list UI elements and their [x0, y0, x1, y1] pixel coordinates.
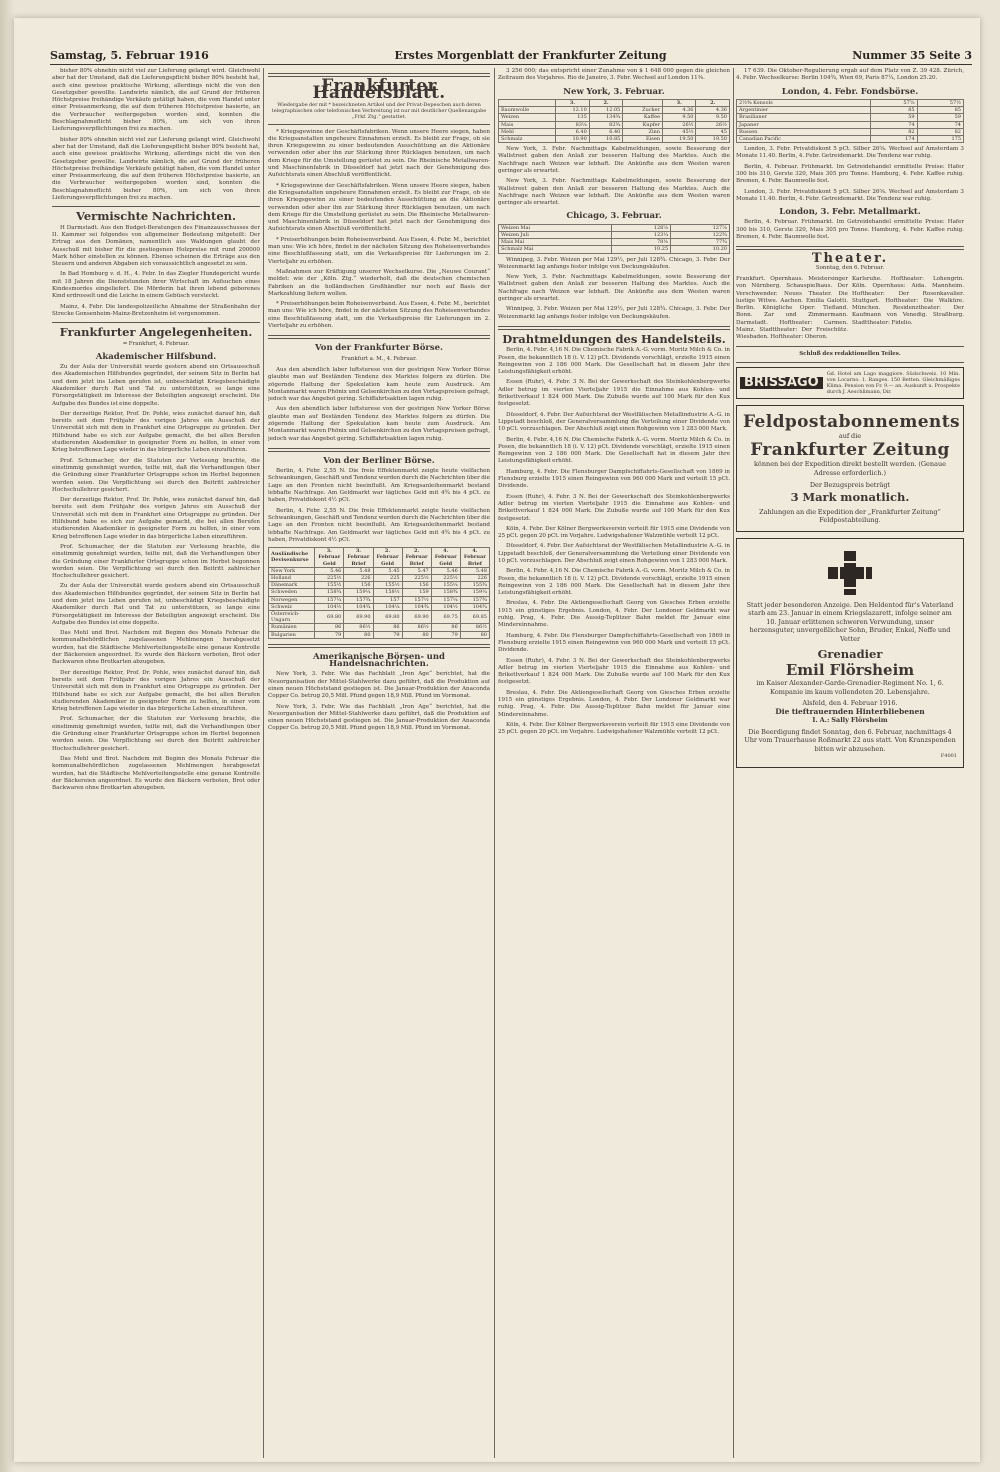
article-text: Mainz, 4. Febr. Die landespolizeiliche Abnahme der Straßenbahn der Strecke Gonsenheim-Mainz-Bretzenheim ist vorgenommen.	[52, 303, 260, 317]
table-cell: 85	[871, 107, 917, 114]
table-cell: 158¾	[431, 589, 460, 596]
table-cell: 155¼	[431, 582, 460, 589]
london-table	[736, 99, 964, 143]
table-cell: 2½% Konsols	[737, 99, 871, 106]
section-heading: Von der Berliner Börse.	[323, 455, 435, 466]
table-heading: New York, 3. Februar.	[563, 86, 665, 97]
table-cell: 157¼	[431, 596, 460, 603]
theater-date: Sonntag, den 6. Februar.	[815, 264, 885, 271]
article-text: New York, 3. Febr. Nachmittags Kabelmeldungen, sowie Besserung der Wallstreet gaben den Anlaß zur besseren Haltung des Marktes. Auch die Nachfrage nach Weizen war lebhaft. Die Ankünfte aus dem Westen waren geringer als erwartet.	[498, 178, 730, 207]
section-heading: Amerikanische Börsen- und Handelsnachrichten.	[313, 651, 445, 670]
table-cell: 104½	[315, 603, 344, 610]
table-cell: 104¼	[373, 603, 402, 610]
section-heading: Vermischte Nachrichten.	[75, 209, 237, 224]
column-1	[52, 68, 260, 1458]
table-row	[499, 128, 730, 135]
divider	[736, 246, 964, 250]
feldpost-paper-name: Frankfurter Zeitung	[750, 440, 950, 461]
table-cell: Canadian Pacific	[737, 135, 871, 142]
article-text: Breslau, 4. Febr. Die Aktiengesellschaft Georg von Giesches Erben erzielte 1915 ein günstiges Ergebnis. London, 4. Febr. Der Londoner Geldmarkt war ruhig. Prag, 4. Febr. Die Aussig-Teplitzer Bahn meldet für Januar eine Mindereinnahme.	[498, 689, 730, 718]
table-cell: 155½	[315, 582, 344, 589]
article-text: Essen (Ruhr), 4. Febr. 3 N. Bei der Gewerkschaft des Steinkohlenbergwerks Adler betrug im vierten Vierteljahr 1915 die Einnahme aus Kohlen- und Brikettverkauf 1 824 000 Mark. Die Zubuße wurde auf 100 Mark für den Kux festgesetzt.	[498, 657, 730, 686]
article-text: Der derzeitige Rektor, Prof. Dr. Pohle, wies zunächst darauf hin, daß bereits seit dem Frühjahr des vorigen Jahres ein Ausschuß der Universität sich mit dem in Frankfurt eine Ortsgruppe zu gründen. Der Hilfsbund habe es sich zur Aufgabe gemacht, die bei allen Berufen studierenden Akademiker in geeigneter Form zu helfen, in einer vom Krieg betroffenen Lage wieder in das bürgerliche Leben einzuführen.	[52, 410, 260, 454]
article-text: 3 256 000; das entspricht einer Zunahme von $ 1 648 000 gegen die gleichen Zeitraum des Vorjahres. Rio de Janeiro, 3. Febr. Wechsel auf London 11⅜.	[498, 68, 730, 82]
table-header-cell: 4. Februar Brief	[460, 548, 489, 568]
table-cell: 12.10	[556, 107, 589, 114]
table-header-cell: 4. Februar Geld	[431, 548, 460, 568]
death-rank: Grenadier	[817, 647, 883, 662]
table-row	[499, 121, 730, 128]
article-text: Prof. Schumacher, der die Statuten zur Verlesung brachte, die einstimmig genehmigt wurden, teilte mit, daß die Verhandlungen über die Gründung einer Frankfurter Ortsgruppe schon im Herbst begonnen worden seien. Die Verpflichtung sei durch den Beitritt zahlreicher Hochschullehrer gesichert.	[52, 543, 260, 580]
article-text: Berlin, 4. Febr. 4,16 N. Die Chemische Fabrik A.-G. vorm. Moritz Milch & Co. in Posen, die bekanntlich 18 (i. V. 12) pCt. Dividende vorschlägt, erzielte 1915 einen Reingewinn von 2 186 000 Mark. Die Gesellschaft hat in diesem Jahr ihre Leistungsfähigkeit erhöht.	[498, 436, 730, 465]
article-heading: Akademischer Hilfsbund.	[95, 351, 217, 362]
table-cell: 82	[917, 128, 963, 135]
table-cell: 80	[460, 631, 489, 638]
table-cell: 79	[315, 631, 344, 638]
table-cell: 159¼	[460, 589, 489, 596]
death-notice	[736, 538, 964, 768]
new-york-table	[498, 99, 730, 143]
table-cell: 69.80	[373, 610, 402, 623]
table-cell: 4.36	[696, 107, 730, 114]
death-intro: Statt jeder besonderen Anzeige. Den Heldentod für's Vaterland starb am 23. Januar in einem Kriegslazarett, infolge seiner am 10. Januar erlittenen schweren Verwundung, unser herzensguter, unvergeßlicher Sohn, Bruder, Enkel, Neffe und Vetter	[746, 600, 954, 643]
table-cell: 10.25	[612, 246, 671, 253]
feldpost-price-label: Der Bezugspreis beträgt	[809, 481, 891, 490]
table-header-cell: 2.	[696, 99, 730, 106]
table-cell: 174	[871, 135, 917, 142]
article-text: Prof. Schumacher, der die Statuten zur Verlesung brachte, die einstimmig genehmigt wurden, teilte mit, daß die Verhandlungen über die Gründung einer Frankfurter Ortsgruppe schon im Herbst begonnen worden seien. Die Verpflichtung sei durch den Beitritt zahlreicher Hochschullehrer gesichert.	[52, 457, 260, 493]
table-cell: 128⅝	[612, 224, 671, 231]
table-cell: 57⅝	[871, 99, 917, 106]
brissago-logo: BRISSAGO	[740, 377, 823, 388]
table-cell: 123¼	[612, 231, 671, 238]
table-header-cell: 2.	[589, 99, 623, 106]
table-cell: Schweden	[269, 589, 315, 596]
table-cell: 79	[431, 631, 460, 638]
table-cell: Holland	[269, 574, 315, 581]
feldpost-footer: Zahlungen an die Expedition der „Frankfurter Zeitung“ Feldpostabteilung.	[759, 507, 941, 525]
section-heading: Drahtmeldungen des Handelsteils.	[502, 331, 726, 346]
table-cell: Österreich-Ungarn	[269, 610, 315, 623]
table-heading: Chicago, 3. Februar.	[566, 211, 662, 222]
article-text: Essen (Ruhr), 4. Febr. 3 N. Bei der Gewerkschaft des Steinkohlenbergwerks Adler betrug im vierten Vierteljahr 1915 die Einnahme aus Kohlen- und Brikettverkauf 1 824 000 Mark. Die Zubuße wurde auf 100 Mark für den Kux festgesetzt.	[498, 493, 730, 522]
devisen-table	[268, 547, 490, 639]
table-row	[499, 107, 730, 114]
table-cell: 45½	[663, 128, 696, 135]
table-cell: 134¾	[589, 114, 623, 121]
masthead	[50, 44, 972, 65]
column-3	[498, 68, 730, 1458]
table-cell: 104¾	[460, 603, 489, 610]
table-row	[269, 567, 490, 574]
article-text: Winnipeg, 3. Febr. Weizen per Mai 129½, per Juli 128¾. Chicago, 3. Febr. Der Weizenmarkt lag anfangs fester infolge von Deckungskäufen.	[498, 306, 730, 320]
feldpost-text: können bei der Expedition direkt bestellt werden. (Genaue Adresse erforderlich.)	[753, 460, 947, 477]
column-2	[268, 68, 490, 1458]
table-cell: 225	[373, 574, 402, 581]
table-row	[269, 574, 490, 581]
feldpost-auf: auf die	[838, 431, 862, 440]
article-text: Berlin, 4. Februar. Frühmarkt. Im Getreidehandel ermittelte Preise: Hafer 300 bis 310, Gerste 320, Mais 305 pro Tonne. Hamburg, 4. Febr. Kaffee ruhig. Bremen, 4. Febr. Baumwolle fest.	[736, 219, 964, 241]
table-cell: Bulgarien	[269, 631, 315, 638]
table-cell: 158½	[373, 589, 402, 596]
table-cell: 104¾	[344, 603, 373, 610]
table-cell: 10.90	[556, 135, 589, 142]
table-row	[499, 246, 730, 253]
table-cell: 57½	[917, 99, 963, 106]
masthead-date: Samstag, 5. Februar 1916	[50, 49, 209, 62]
masthead-title: Erstes Morgenblatt der Frankfurter Zeitung	[394, 49, 667, 62]
theater-right: Karlsruhe. Hoftheater: Lohengrin. Köln. Opernhaus: Aida. Mannheim. Hoftheater: Der Rosenkavalier. Stuttgart. Hoftheater: Die Walküre. München. Residenztheater: Der Kaufmann von Venedig. Straßburg. Stadttheater: Fidelio.	[852, 275, 964, 326]
table-row	[269, 603, 490, 610]
ad-code: F4001	[940, 753, 957, 760]
table-cell: 80	[402, 631, 431, 638]
table-cell: 159	[402, 589, 431, 596]
article-text: bisher 80% ohnehin nicht viel zur Lieferung gelangt wird. Gleichwohl aber hat der Umstand, daß die Lieferungspflicht bisher 80% besteht hat, auch eine gewisse praktische Wirkung, allerdings nicht die von den Gesetzgeber gewollte. Landwirte nämlich, die auf Grund der früheren Höchstpreise freihändige Verkäufe getätigt haben, die vom Handel unter einer Preisanmerkung, die auf dem früheren Höchstpreise basierte, an die Verbraucher weitergegeben worden sind, konnten die Beschlagnahmeflicht bisher 80%, um sich von ihren Lieferungsverpflichtungen frei zu machen.	[52, 136, 260, 202]
table-row	[269, 610, 490, 623]
table-cell: 19.50	[696, 135, 730, 142]
divider	[268, 124, 490, 125]
theater-heading: Theater.	[811, 251, 889, 267]
table-header-cell	[623, 99, 663, 106]
table-cell: 86½	[344, 624, 373, 631]
table-cell: 82¾	[589, 121, 623, 128]
table-cell: 69.80	[315, 610, 344, 623]
article-text: * Kriegsgewinne der Geschäftsfabriken. Wenn unsere Heere siegen, haben die Kriegsanstalten ungeheure Einnahmen erzielt. Es bleibt zur Frage, ob sie ihren Kriegsgewinn zu einer bedeutenden Ausschüttung an die Aktionäre verwenden oder aber ihn zur Stärkung ihrer Rücklagen benutzen, um nach dem Kriege für die Umstellung gerüstet zu sein. Die Rheinische Metallwaren- und Maschinenfabrik in Düsseldorf hat jetzt nach der Genehmigung des Aufsichtsrats einen Abschluß veröffentlicht.	[268, 128, 490, 179]
article-text: H Darmstadt. Aus den Budget-Beratungen des Finanzausschusses der II. Kammer sei folgendes von allgemeiner Bedeutung mitgeteilt: Der Ertrag aus den Domänen, namentlich aus Waldungen glaubt der Ausschuß mit bisher für die gestiegenen Holzpreise mit rund 200000 Mark höher einstellen zu können. Ebenso scheinen die Erträge aus den Steuern und anderen Abgaben sich voraussichtlich angesetzt zu sein.	[52, 224, 260, 268]
article-text: Düsseldorf, 4. Febr. Der Aufsichtsrat der Westfälischen Metallindustrie A.-G. in Lippstadt beschloß, der Generalversammlung die Verteilung einer Dividende von 10 pCt. vorzuschlagen. Der Abschluß zeigt einen Rohgewinn von 1 283 000 Mark.	[498, 543, 730, 564]
table-cell: 82	[871, 128, 917, 135]
table-cell: 157¾	[344, 596, 373, 603]
table-cell: 5.48	[344, 567, 373, 574]
table-cell: 74	[917, 121, 963, 128]
table-cell: 135	[556, 114, 589, 121]
article-text: Aus den abendlich laber luftsturese von der gestrigen New Yorker Börse glaubte man auf Beständen Tendenz des Marktes folgern zu dürfen. Die zögernde Haltung der Spekulation kam heute zum Ausdruck. Am Montanmarkt waren Phönix und Gelsenkirchen zu den Vortagspreisen gefragt, jedoch war das Angebot gering. Schiffahrtsaktien lagen ruhig.	[268, 406, 490, 442]
dateline: = Frankfurt, 4. Februar.	[122, 340, 190, 347]
table-cell: 9.50	[663, 114, 696, 121]
column-4	[736, 68, 964, 1458]
article-text: Berlin, 4. Febr. 4,16 N. Die Chemische Fabrik A.-G. vorm. Moritz Milch & Co. in Posen, die bekanntlich 18 (i. V. 12) pCt. Dividende vorschlägt, erzielte 1915 einen Reingewinn von 2 186 000 Mark. Die Gesellschaft hat in diesem Jahr ihre Leistungsfähigkeit erhöht.	[498, 347, 730, 376]
table-cell: 9.50	[696, 114, 730, 121]
table-cell: Schmalz Mai	[499, 246, 612, 253]
article-text: New York, 3. Febr. Wie das Fachblatt „Iron Age“ berichtet, hat die Neuorganisation der Mittel-Stahlwerke dazu geführt, daß die Produktion auf einen neuen Höchststand gestiegen ist. Die Januar-Produktion der Anaconda Copper Co. betrug 20,5 Mill. Pfund gegen 18,9 Mill. Pfund im Vormonat.	[268, 703, 490, 732]
divider	[736, 346, 964, 347]
section-heading: Von der Frankfurter Börse.	[314, 343, 444, 354]
table-cell: Zucker	[623, 107, 663, 114]
death-mourners: Die tieftrauernden Hinterbliebenen	[775, 706, 925, 716]
table-header-cell: 3.	[556, 99, 589, 106]
article-text: Berlin, 4. Febr. 2,55 N. Die freie Effektenmarkt zeigte heute vielfachen Schwankungen, Geschäft und Tendenz wurden durch die Nachrichten über die Lage an den Fronten nicht beeinflußt. Am Kriegsanleihenmarkt bestand lebhafte Nachfrage. Am Geldmarkt war tägliches Geld mit 4¾ bis 4 pCt. zu haben, Privatdiskont 4½ pCt.	[268, 468, 490, 504]
table-cell: 5.48	[460, 567, 489, 574]
table-cell: 225½	[315, 574, 344, 581]
table-cell: 122¾	[671, 231, 730, 238]
article-text: Maßnahmen zur Kräftigung unserer Wechselkurse. Die „Neuwe Courant“ meldet: wie der „Köln. Ztg.“ wiederholt, daß die deutschen chemischen Fabriken an die holländischen Großhändler nur noch auf Basis der Markzahlung liefern wollen.	[268, 268, 490, 297]
table-row	[737, 121, 964, 128]
column-rule	[263, 68, 264, 1458]
table-cell: 77¾	[671, 239, 730, 246]
table-cell: Kupfer	[623, 121, 663, 128]
table-cell: 225½	[402, 574, 431, 581]
table-cell: 59	[871, 114, 917, 121]
article-text: * Preiserhöhungen beim Roheisenverband. Aus Essen, 4. Febr. M., berichtet man uns: Wie ich höre, findet in der nächsten Sitzung des Roheisenverbandes eine Beschlußfassung statt, um die Verkaufspreise für Lieferungen im 2. Vierteljahr zu erhöhen.	[268, 236, 490, 265]
table-row	[499, 224, 730, 231]
table-cell: 226	[344, 574, 373, 581]
handelsblatt-title: Frankfurter Handelsblatt.	[312, 76, 446, 104]
death-name: Emil Flörsheim	[785, 661, 915, 680]
article-text: * Preiserhöhungen beim Roheisenverband. Aus Essen, 4. Febr. M., berichtet man uns: Wie ich höre, findet in der nächsten Sitzung des Roheisenverbandes eine Beschlußfassung statt, um die Verkaufspreise für Lieferungen im 2. Vierteljahr zu erhöhen.	[268, 301, 490, 330]
article-text: bisher 80% ohnehin nicht viel zur Lieferung gelangt wird. Gleichwohl aber hat der Umstand, daß die Lieferungspflicht bisher 80% besteht hat, auch eine gewisse praktische Wirkung, allerdings nicht die von den Gesetzgeber gewollte. Landwirte nämlich, die auf Grund der früheren Höchstpreise freihändige Verkäufe getätigt haben, die vom Handel unter einer Preisanmerkung, die auf dem früheren Höchstpreise basierte, an die Verbraucher weitergegeben worden sind, konnten die Beschlagnahmeflicht bisher 80%, um sich von ihren Lieferungsverpflichtungen frei zu machen.	[52, 68, 260, 133]
table-cell: Argentinier	[737, 107, 871, 114]
article-text: Zu der Aula der Universität wurde gestern abend ein Ortsausschuß des Akademischen Hilfsbundes gegründet, der seinem Sitz in Berlin hat und dem jetzt ins Leben gerufen ist, unbeschädigt Kriegsbeschädigte Akademiker durch Rat und Tat zu unterstützen, so lange eine Fürsorgetätigkeit im Interesse der Beteiligten angezeigt erscheint. Die Aufgabe des Bundes ist eine doppelte.	[52, 583, 260, 626]
table-cell: 155¾	[460, 582, 489, 589]
feldpost-title: Feldpostabonnements	[743, 411, 960, 432]
column-rule	[494, 68, 495, 1458]
article-text: London, 3. Febr. Privatdiskont 5 pCt. Silber 26⅝. Wechsel auf Amsterdam 3 Monate 11.40. Berlin, 4. Febr. Getreidemarkt. Die Tendenz war ruhig.	[736, 146, 964, 160]
table-row	[499, 239, 730, 246]
table-cell: 69.90	[344, 610, 373, 623]
table-cell: Schmalz	[499, 135, 556, 142]
table-cell: Mais Mai	[499, 239, 612, 246]
table-cell: 6.40	[556, 128, 589, 135]
table-row	[737, 135, 964, 142]
article-text: New York, 3. Febr. Wie das Fachblatt „Iron Age“ berichtet, hat die Neuorganisation der Mittel-Stahlwerke dazu geführt, daß die Produktion auf einen neuen Höchststand gestiegen ist. Die Januar-Produktion der Anaconda Copper Co. betrug 20,5 Mill. Pfund gegen 18,9 Mill. Pfund im Vormonat.	[268, 671, 490, 700]
table-cell: 157	[373, 596, 402, 603]
table-row	[269, 624, 490, 631]
table-cell: Brasilianer	[737, 114, 871, 121]
table-header-cell: Ausländische Devisenkurse	[269, 548, 315, 568]
article-text: Zu der Aula der Universität wurde gestern abend ein Ortsausschuß des Akademischen Hilfsbundes gegründet, der seinem Sitz in Berlin hat und dem jetzt ins Leben gerufen ist, unbeschädigt Kriegsbeschädigte Akademiker durch Rat und Tat zu unterstützen, so lange eine Fürsorgetätigkeit im Interesse der Beteiligten angezeigt erscheint. Die Aufgabe des Bundes ist eine doppelte.	[52, 364, 260, 407]
table-cell: 83¼	[556, 121, 589, 128]
death-funeral: Die Beerdigung findet Sonntag, den 6. Februar, nachmittags 4 Uhr vom Trauerhause Roßmarkt 22 aus statt. Von Kranzspenden bitten wir abzusehen.	[744, 727, 956, 753]
table-cell: 104¾	[402, 603, 431, 610]
table-cell: 69.90	[402, 610, 431, 623]
article-text: Köln, 4. Febr. Der Kölner Bergwerksverein verteilt für 1915 eine Dividende von 25 pCt. gegen 20 pCt. im Vorjahre. Ludwigshafener Walzmühle verteilt 12 pCt.	[498, 525, 730, 540]
table-cell: 78⅜	[612, 239, 671, 246]
article-text: Köln, 4. Febr. Der Kölner Bergwerksverein verteilt für 1915 eine Dividende von 25 pCt. gegen 20 pCt. im Vorjahre. Ludwigshafener Walzmühle verteilt 12 pCt.	[498, 721, 730, 736]
death-place: Alsfeld, den 4. Februar 1916.	[802, 699, 898, 708]
table-cell: Weizen Mai	[499, 224, 612, 231]
table-row	[499, 114, 730, 121]
article-text: Essen (Ruhr), 4. Febr. 3 N. Bei der Gewerkschaft des Steinkohlenbergwerks Adler betrug im vierten Vierteljahr 1915 die Einnahme aus Kohlen- und Brikettverkauf 1 824 000 Mark. Die Zubuße wurde auf 100 Mark für den Kux festgesetzt.	[498, 379, 730, 408]
table-cell: Mehl	[499, 128, 556, 135]
article-text: In Bad Homburg v. d. H., 4. Febr. In das Ziegler Hundegericht wurde mit 18 Jahren die Dienststunden ihrer Wirtschaft im Aufsuchen eines Kindesmordes eingeliefert. Die Mörderin hat ihren lebend geborenes Kind erdrosselt und die Leiche in einem Gebüsch versteckt.	[52, 271, 260, 300]
table-row	[737, 114, 964, 121]
table-cell: 155½	[373, 582, 402, 589]
handelsblatt-notice: Wiedergabe der mit * bezeichneten Artikel und der Privat-Depeschen auch deren telegraphischen oder telefonischen Verbreitung ist nur mit deutlicher Quellenangabe „Frkf. Ztg.“ gestattet.	[271, 101, 487, 120]
table-cell: 157¾	[460, 596, 489, 603]
article-text: 17 639. Die Oktober-Regulierung ergab auf dem Platz von Z. 39 428. Zürich, 4. Febr. Wechselkurse: Berlin 104¾, Wien 69, Paris 87¼, London 25.20.	[736, 68, 964, 82]
article-text: * Kriegsgewinne der Geschäftsfabriken. Wenn unsere Heere siegen, haben die Kriegsanstalten ungeheure Einnahmen erzielt. Es bleibt zur Frage, ob sie ihren Kriegsgewinn zu einer bedeutenden Ausschüttung an die Aktionäre verwenden oder aber ihn zur Stärkung ihrer Rücklagen benutzen, um nach dem Kriege für die Umstellung gerüstet zu sein. Die Rheinische Metallwaren- und Maschinenfabrik in Düsseldorf hat jetzt nach der Genehmigung des Aufsichtsrats einen Abschluß veröffentlicht.	[268, 182, 490, 233]
table-header-cell: 3.	[663, 99, 696, 106]
editorial-end-note: Schluß des redaktionellen Teiles.	[799, 350, 901, 357]
table-cell: 5.47	[402, 567, 431, 574]
article-text: Düsseldorf, 4. Febr. Der Aufsichtsrat der Westfälischen Metallindustrie A.-G. in Lippstadt beschloß, der Generalversammlung die Verteilung einer Dividende von 10 pCt. vorzuschlagen. Der Abschluß zeigt einen Rohgewinn von 1 283 000 Mark.	[498, 411, 730, 433]
article-text: Hamburg, 4. Febr. Die Flensburger Dampfschiffahrts-Gesellschaft von 1869 in Flensburg erzielte 1915 einen Reingewinn von 960 000 Mark und verteilt 15 pCt. Dividende.	[498, 632, 730, 654]
table-cell: 10.20	[671, 246, 730, 253]
article-text: Der derzeitige Rektor, Prof. Dr. Pohle, wies zunächst darauf hin, daß bereits seit dem Frühjahr des vorigen Jahres ein Ausschuß der Universität sich mit dem in Frankfurt eine Ortsgruppe zu gründen. Der Hilfsbund habe es sich zur Aufgabe gemacht, die bei allen Berufen studierenden Akademiker in geeigneter Form zu helfen, in einer vom Krieg betroffenen Lage wieder in das bürgerliche Leben einzuführen.	[52, 669, 260, 713]
divider	[268, 335, 490, 339]
table-cell: 85	[917, 107, 963, 114]
table-cell: 26½	[663, 121, 696, 128]
table-cell: 86	[373, 624, 402, 631]
table-cell: 156	[402, 582, 431, 589]
table-cell: 69.85	[460, 610, 489, 623]
table-cell: Dänemark	[269, 582, 315, 589]
table-cell: 5.46	[431, 567, 460, 574]
feldpost-price: 3 Mark monatlich.	[790, 489, 910, 504]
table-cell: 175	[917, 135, 963, 142]
table-cell: 159¼	[344, 589, 373, 596]
table-cell: 4.36	[663, 107, 696, 114]
table-header-cell: 3. Februar Brief	[344, 548, 373, 568]
article-text: Berlin, 4. Febr. 2,55 N. Die freie Effektenmarkt zeigte heute vielfachen Schwankungen, Geschäft und Tendenz wurden durch die Nachrichten über die Lage an den Fronten nicht beeinflußt. Am Kriegsanleihenmarkt bestand lebhafte Nachfrage. Am Geldmarkt war tägliches Geld mit 4¾ bis 4 pCt. zu haben, Privatdiskont 4½ pCt.	[268, 507, 490, 543]
table-header-cell	[499, 99, 556, 106]
article-text: Das Mehl und Brot. Nachdem mit Beginn des Monats Februar die kommunalbehördlichen zugelassenen Mehlmengen herabgesetzt wurden, hat die Städtische Mehlverteilungsstelle eine genaue Kontrolle der Bäckereien angeordnet. Es wurde den Bäckern verboten, Brot oder Backwaren ohne Brotkarten abzugeben.	[52, 755, 260, 792]
table-row	[737, 107, 964, 114]
table-cell: Norwegen	[269, 596, 315, 603]
table-cell: Russen	[737, 128, 871, 135]
iron-cross-icon	[828, 551, 872, 595]
table-cell: 26½	[696, 121, 730, 128]
article-text: Breslau, 4. Febr. Die Aktiengesellschaft Georg von Giesches Erben erzielte 1915 ein günstiges Ergebnis. London, 4. Febr. Der Londoner Geldmarkt war ruhig. Prag, 4. Febr. Die Aussig-Teplitzer Bahn meldet für Januar eine Mindereinnahme.	[498, 600, 730, 629]
article-text: Winnipeg, 3. Febr. Weizen per Mai 129½, per Juli 128¾. Chicago, 3. Febr. Der Weizenmarkt lag anfangs fester infolge von Deckungskäufen.	[498, 256, 730, 270]
table-cell: Zinn	[623, 128, 663, 135]
table-cell: 59	[917, 114, 963, 121]
table-cell: 69.75	[431, 610, 460, 623]
article-text: Hamburg, 4. Febr. Die Flensburger Dampfschiffahrts-Gesellschaft von 1869 in Flensburg erzielte 1915 einen Reingewinn von 960 000 Mark und verteilt 15 pCt. Dividende.	[498, 468, 730, 490]
divider	[52, 206, 260, 207]
table-cell: Weizen	[499, 114, 556, 121]
table-cell: 86	[431, 624, 460, 631]
table-row	[499, 231, 730, 238]
table-row	[269, 596, 490, 603]
table-cell: Rumänien	[269, 624, 315, 631]
table-header-cell: 2. Februar Geld	[373, 548, 402, 568]
table-header-cell: 3. Februar Geld	[315, 548, 344, 568]
table-cell: 157¼	[315, 596, 344, 603]
table-cell: 86	[315, 624, 344, 631]
article-text: Prof. Schumacher, der die Statuten zur Verlesung brachte, die einstimmig genehmigt wurden, teilte mit, daß die Verhandlungen über die Gründung einer Frankfurter Ortsgruppe schon im Herbst begonnen worden seien. Die Verpflichtung sei durch den Beitritt zahlreicher Hochschullehrer gesichert.	[52, 716, 260, 752]
table-cell: 12.05	[589, 107, 623, 114]
table-cell: 86½	[402, 624, 431, 631]
divider	[52, 322, 260, 323]
chicago-table	[498, 224, 730, 254]
table-cell: 45	[696, 128, 730, 135]
table-cell: 127⅞	[671, 224, 730, 231]
table-cell: Schweiz	[269, 603, 315, 610]
table-cell: 158¾	[315, 589, 344, 596]
article-text: Aus den abendlich laber luftsturese von der gestrigen New Yorker Börse glaubte man auf Beständen Tendenz des Marktes folgern zu dürfen. Die zögernde Haltung der Spekulation kam heute zum Ausdruck. Am Montanmarkt waren Phönix und Gelsenkirchen zu den Vortagspreisen gefragt, jedoch war das Angebot gering. Schiffahrtsaktien lagen ruhig.	[268, 366, 490, 403]
dateline: Frankfurt a. M., 4. Februar.	[341, 355, 417, 362]
table-cell: 86½	[460, 624, 489, 631]
article-text: Der derzeitige Rektor, Prof. Dr. Pohle, wies zunächst darauf hin, daß bereits seit dem Frühjahr des vorigen Jahres ein Ausschuß der Universität sich mit dem in Frankfurt eine Ortsgruppe zu gründen. Der Hilfsbund habe es sich zur Aufgabe gemacht, die bei allen Berufen studierenden Akademiker in geeigneter Form zu helfen, in einer vom Krieg betroffenen Lage wieder in das bürgerliche Leben einzuführen.	[52, 497, 260, 540]
table-heading: London, 4. Febr. Fondsbörse.	[781, 86, 919, 97]
table-cell: 157½	[402, 596, 431, 603]
table-cell: 104½	[431, 603, 460, 610]
table-cell: 10.85	[589, 135, 623, 142]
article-text: New York, 3. Febr. Nachmittags Kabelmeldungen, sowie Besserung der Wallstreet gaben den Anlaß zur besseren Haltung des Marktes. Auch die Nachfrage nach Weizen war lebhaft. Die Ankünfte aus dem Westen waren geringer als erwartet.	[498, 146, 730, 174]
table-cell: New York	[269, 567, 315, 574]
theater-left: Frankfurt. Opernhaus. Meistersinger von Nürnberg. Schauspielhaus. Der Verschwender. Neues Theater. Die lustige Witwe. Aachen. Emilia Galotti. Berlin. Königliche Oper: Tiefland. Bonn. Zar und Zimmermann. Darmstadt. Hoftheater: Carmen. Mainz. Stadttheater: Der Freischütz. Wiesbaden. Hoftheater: Oberon.	[736, 275, 848, 341]
page-gutter	[0, 0, 14, 1472]
table-cell: Japaner	[737, 121, 871, 128]
article-text: New York, 3. Febr. Nachmittags Kabelmeldungen, sowie Besserung der Wallstreet gaben den Anlaß zur besseren Haltung des Marktes. Auch die Nachfrage nach Weizen war lebhaft. Die Ankünfte aus dem Westen waren geringer als erwartet.	[498, 274, 730, 303]
table-cell: 225½	[431, 574, 460, 581]
table-cell: 19.50	[663, 135, 696, 142]
table-row	[499, 135, 730, 142]
article-text: Das Mehl und Brot. Nachdem mit Beginn des Monats Februar die kommunalbehördlichen zugelassenen Mehlmengen herabgesetzt wurden, hat die Städtische Mehlverteilungsstelle eine genaue Kontrolle der Bäckereien angeordnet. Es wurde den Bäckern verboten, Brot oder Backwaren ohne Brotkarten abzugeben.	[52, 630, 260, 666]
table-heading: London, 3. Febr. Metallmarkt.	[779, 207, 921, 218]
table-cell: 5.46	[315, 567, 344, 574]
death-signed: I. A.: Sally Flörsheim	[812, 716, 888, 725]
brissago-ad	[736, 367, 964, 399]
table-row	[269, 631, 490, 638]
table-cell: 226	[460, 574, 489, 581]
divider	[268, 644, 490, 648]
table-cell: Weizen Juli	[499, 231, 612, 238]
feldpost-ad	[736, 405, 964, 532]
table-cell: Eisen	[623, 135, 663, 142]
table-cell: 5.45	[373, 567, 402, 574]
table-cell: 74	[871, 121, 917, 128]
table-cell: 79	[373, 631, 402, 638]
article-text: Berlin, 4. Februar. Frühmarkt. Im Getreidehandel ermittelte Preise: Hafer 300 bis 310, Gerste 320, Mais 305 pro Tonne. Hamburg, 4. Febr. Kaffee ruhig. Bremen, 4. Febr. Baumwolle fest.	[736, 163, 964, 185]
table-cell: 156	[344, 582, 373, 589]
table-cell: Baumwolle	[499, 107, 556, 114]
masthead-page: Nummer 35 Seite 3	[852, 49, 972, 62]
table-header-cell: 2. Februar Brief	[402, 548, 431, 568]
table-row	[737, 99, 964, 106]
table-cell: 80	[344, 631, 373, 638]
section-heading: Frankfurter Angelegenheiten.	[59, 325, 253, 340]
article-text: London, 3. Febr. Privatdiskont 5 pCt. Silber 26⅝. Wechsel auf Amsterdam 3 Monate 11.40. Berlin, 4. Febr. Getreidemarkt. Die Tendenz war ruhig.	[736, 188, 964, 202]
brissago-text: Gd. Hotel am Lago maggiore. Südschweiz. 10 Min. von Locarno. 1. Ranges. 150 Betten. Gleichmäßiges Klima. Pension von Fr. 9.— an. Auskunft u. Prospekte durch J. Aeschlimann, Dir.	[826, 370, 960, 395]
column-rule	[733, 68, 734, 1458]
table-row	[737, 128, 964, 135]
death-unit: im Kaiser Alexander-Garde-Grenadier-Regiment No. 1, 6. Kompanie im kaum vollendeten 20. Lebensjahre.	[756, 679, 944, 696]
divider	[736, 362, 964, 363]
table-cell: Mais	[499, 121, 556, 128]
divider	[268, 448, 490, 452]
divider	[498, 326, 730, 330]
table-cell: Kaffee	[623, 114, 663, 121]
table-row	[269, 589, 490, 596]
table-row	[269, 582, 490, 589]
article-text: Berlin, 4. Febr. 4,16 N. Die Chemische Fabrik A.-G. vorm. Moritz Milch & Co. in Posen, die bekanntlich 18 (i. V. 12) pCt. Dividende vorschlägt, erzielte 1915 einen Reingewinn von 2 186 000 Mark. Die Gesellschaft hat in diesem Jahr ihre Leistungsfähigkeit erhöht.	[498, 568, 730, 597]
theater-listings	[736, 276, 964, 342]
table-cell: 6.40	[589, 128, 623, 135]
